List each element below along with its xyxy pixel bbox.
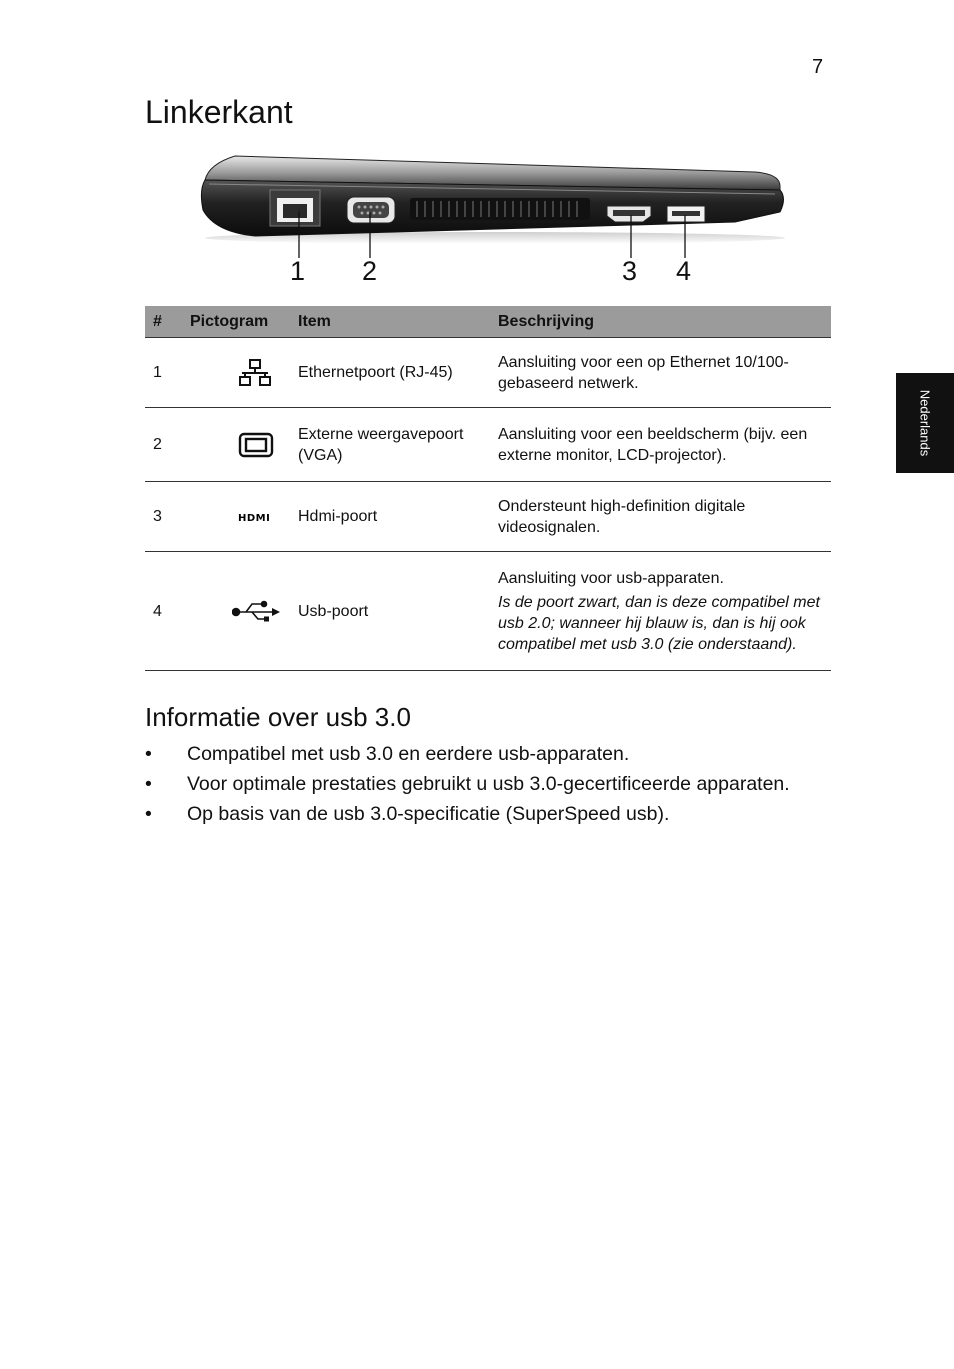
list-item [145,770,845,800]
list-item-text: Op basis van de usb 3.0-specificatie (SuperSpeed usb). [187,803,670,825]
callout-1: 1 [290,256,306,286]
table-row [145,408,831,482]
row-num: 3 [145,482,182,552]
hdmi-icon-text: HDMI [238,512,271,523]
table-row [145,552,831,671]
language-side-tab [896,373,954,473]
ports-table [145,306,831,671]
row-item: Externe weergavepoort (VGA) [298,425,464,464]
header-item: Item [290,306,490,338]
page-title: Linkerkant [145,94,293,130]
bullet-dot: • [145,773,152,795]
header-desc: Beschrijving [490,306,831,338]
list-item-text: Compatibel met usb 3.0 en eerdere usb-apparaten. [187,743,630,765]
table-header-row [145,306,831,338]
callout-2: 2 [362,256,378,286]
row-item: Hdmi-poort [290,482,490,552]
callout-leader-lines [0,0,954,270]
row-item: Usb-poort [290,552,490,671]
row-desc: Aansluiting voor usb-apparaten. [498,569,724,587]
row-desc: Aansluiting voor een op Ethernet 10/100-gebaseerd netwerk. [498,353,789,392]
hdmi-icon [238,511,278,523]
bullet-dot: • [145,803,152,825]
row-num: 4 [145,552,182,671]
header-icon: Pictogram [182,306,290,338]
table-row [145,338,831,408]
header-num: # [145,306,182,338]
vga-icon [238,432,274,458]
list-item [145,740,845,770]
ethernet-icon [238,359,272,387]
row-desc: Ondersteunt high-definition digitale videosignalen. [498,497,746,536]
row-desc-note: Is de poort zwart, dan is deze compatibel met usb 2.0; wanneer hij blauw is, dan is hij ook compatibel met usb 3.0 (zie onderstaand). [498,593,820,653]
row-desc: Aansluiting voor een beeldscherm (bijv. een externe monitor, LCD-projector). [498,425,808,464]
callout-3: 3 [622,256,638,286]
row-item: Ethernetpoort (RJ-45) [290,338,490,408]
callout-4: 4 [676,256,692,286]
usb-info-list [145,740,845,830]
row-num: 2 [145,408,182,482]
usb-icon [232,600,280,622]
bullet-dot: • [145,743,152,765]
language-side-tab-label: Nederlands [917,389,933,457]
row-num: 1 [145,338,182,408]
list-item [145,800,845,830]
usb-info-title: Informatie over usb 3.0 [145,702,411,732]
page-number: 7 [812,56,824,78]
table-row [145,482,831,552]
list-item-text: Voor optimale prestaties gebruikt u usb 3.0-gecertificeerde apparaten. [187,773,790,795]
